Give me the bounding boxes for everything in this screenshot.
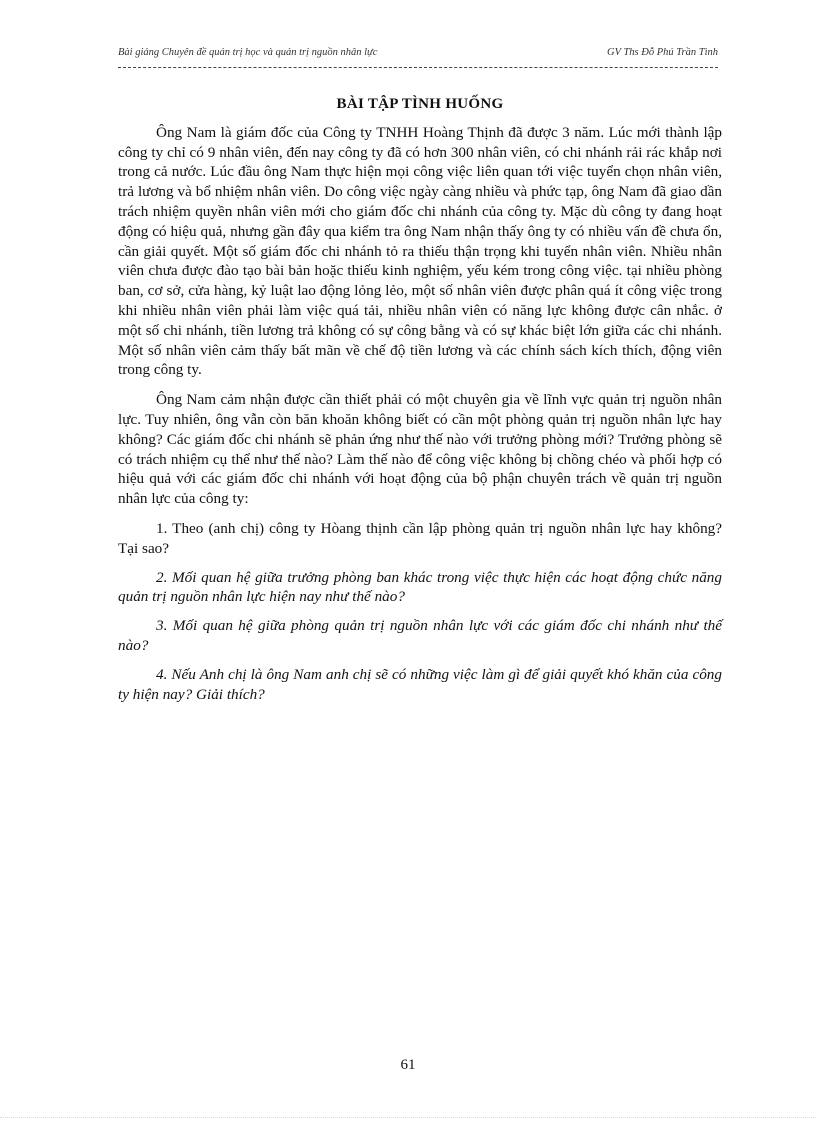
page-number: 61 <box>400 1057 416 1073</box>
header-course-title: Bài giảng Chuyên đề quản trị học và quản trị nguồn nhân lực <box>118 47 378 58</box>
question-1: 1. Theo (anh chị) công ty Hòang thịnh cần lập phòng quản trị nguồn nhân lực hay không? Tại sao? <box>118 519 722 557</box>
header-lecturer: GV Ths Đỗ Phú Trần Tình <box>607 47 718 58</box>
question-3: 3. Mối quan hệ giữa phòng quản trị nguồn nhân lực với các giám đốc chi nhánh như thế nào? <box>118 617 722 654</box>
case-paragraph-2: Ông Nam cảm nhận được cần thiết phải có một chuyên gia về lĩnh vực quản trị nguồn nhân lực. Tuy nhiên, ông vẫn còn băn khoăn không biết có cần một phòng quản trị nguồn nhân lực hay không? Các giám đốc chi nhánh sẽ phản ứng như thế nào với trưởng phòng mới? Trưởng phòng sẽ có trách nhiệm cụ thể như thế nào? Làm thế nào để công việc không bị chồng chéo và phối hợp có hiệu quả với các giám đốc chi nhánh với hoạt động của bộ phận chuyên trách về quản trị nguồn nhân lực của công ty: <box>118 391 722 508</box>
question-2: 2. Mối quan hệ giữa trưởng phòng ban khác trong việc thực hiện các hoạt động chức năng quản trị nguồn nhân lực hiện nay như thế nào? <box>118 568 722 606</box>
document-body <box>118 95 722 713</box>
header-divider <box>118 67 718 68</box>
case-paragraph-1: Ông Nam là giám đốc của Công ty TNHH Hoàng Thịnh đã được 3 năm. Lúc mới thành lập công ty chỉ có 9 nhân viên, đến nay công ty đã có hơn 300 nhân viên, có chi nhánh rải rác khắp nơi trong cả nước. Lúc đầu ông Nam thực hiện mọi công việc liên quan tới việc tuyển chọn nhân viên, trả lương và bổ nhiệm nhân viên. Do công việc ngày càng nhiều và phức tạp, ông Nam đã giao dần trách nhiệm quyền nhân viên mới cho giám đốc chi nhánh của công ty. Mặc dù công ty đang hoạt động có hiệu quả, nhưng gần đây qua kiểm tra ông Nam nhận thấy ông ty có nhiều vấn đề chưa ổn, cần giải quyết. Một số giám đốc chi nhánh tỏ ra thiếu thận trọng khi tuyển nhân viên. Nhiều nhân viên chưa được đào tạo bài bản hoặc thiếu kinh nghiệm, yếu kém trong công việc. tại nhiều phòng ban, cơ sở, cửa hàng, kỷ luật lao động lỏng lẻo, một số nhân viên được phân quá ít công việc trong khi nhiều nhân viên phải làm việc quá tải, nhiều nhân viên có năng lực không được cân nhắc. ở một số chi nhánh, tiền lương trả không có sự công bằng và có sự khác biệt lớn giữa các chi nhánh. Một số nhân viên cảm thấy bất mãn về chế độ tiền lương và các chính sách kích thích, động viên trong công ty. <box>118 123 722 379</box>
page-header <box>118 47 718 63</box>
question-4: 4. Nếu Anh chị là ông Nam anh chị sẽ có những việc làm gì để giải quyết khó khăn của công ty hiện nay? Giải thích? <box>118 665 722 703</box>
footer-divider <box>0 1117 816 1118</box>
section-title: BÀI TẬP TÌNH HUỐNG <box>336 96 504 112</box>
